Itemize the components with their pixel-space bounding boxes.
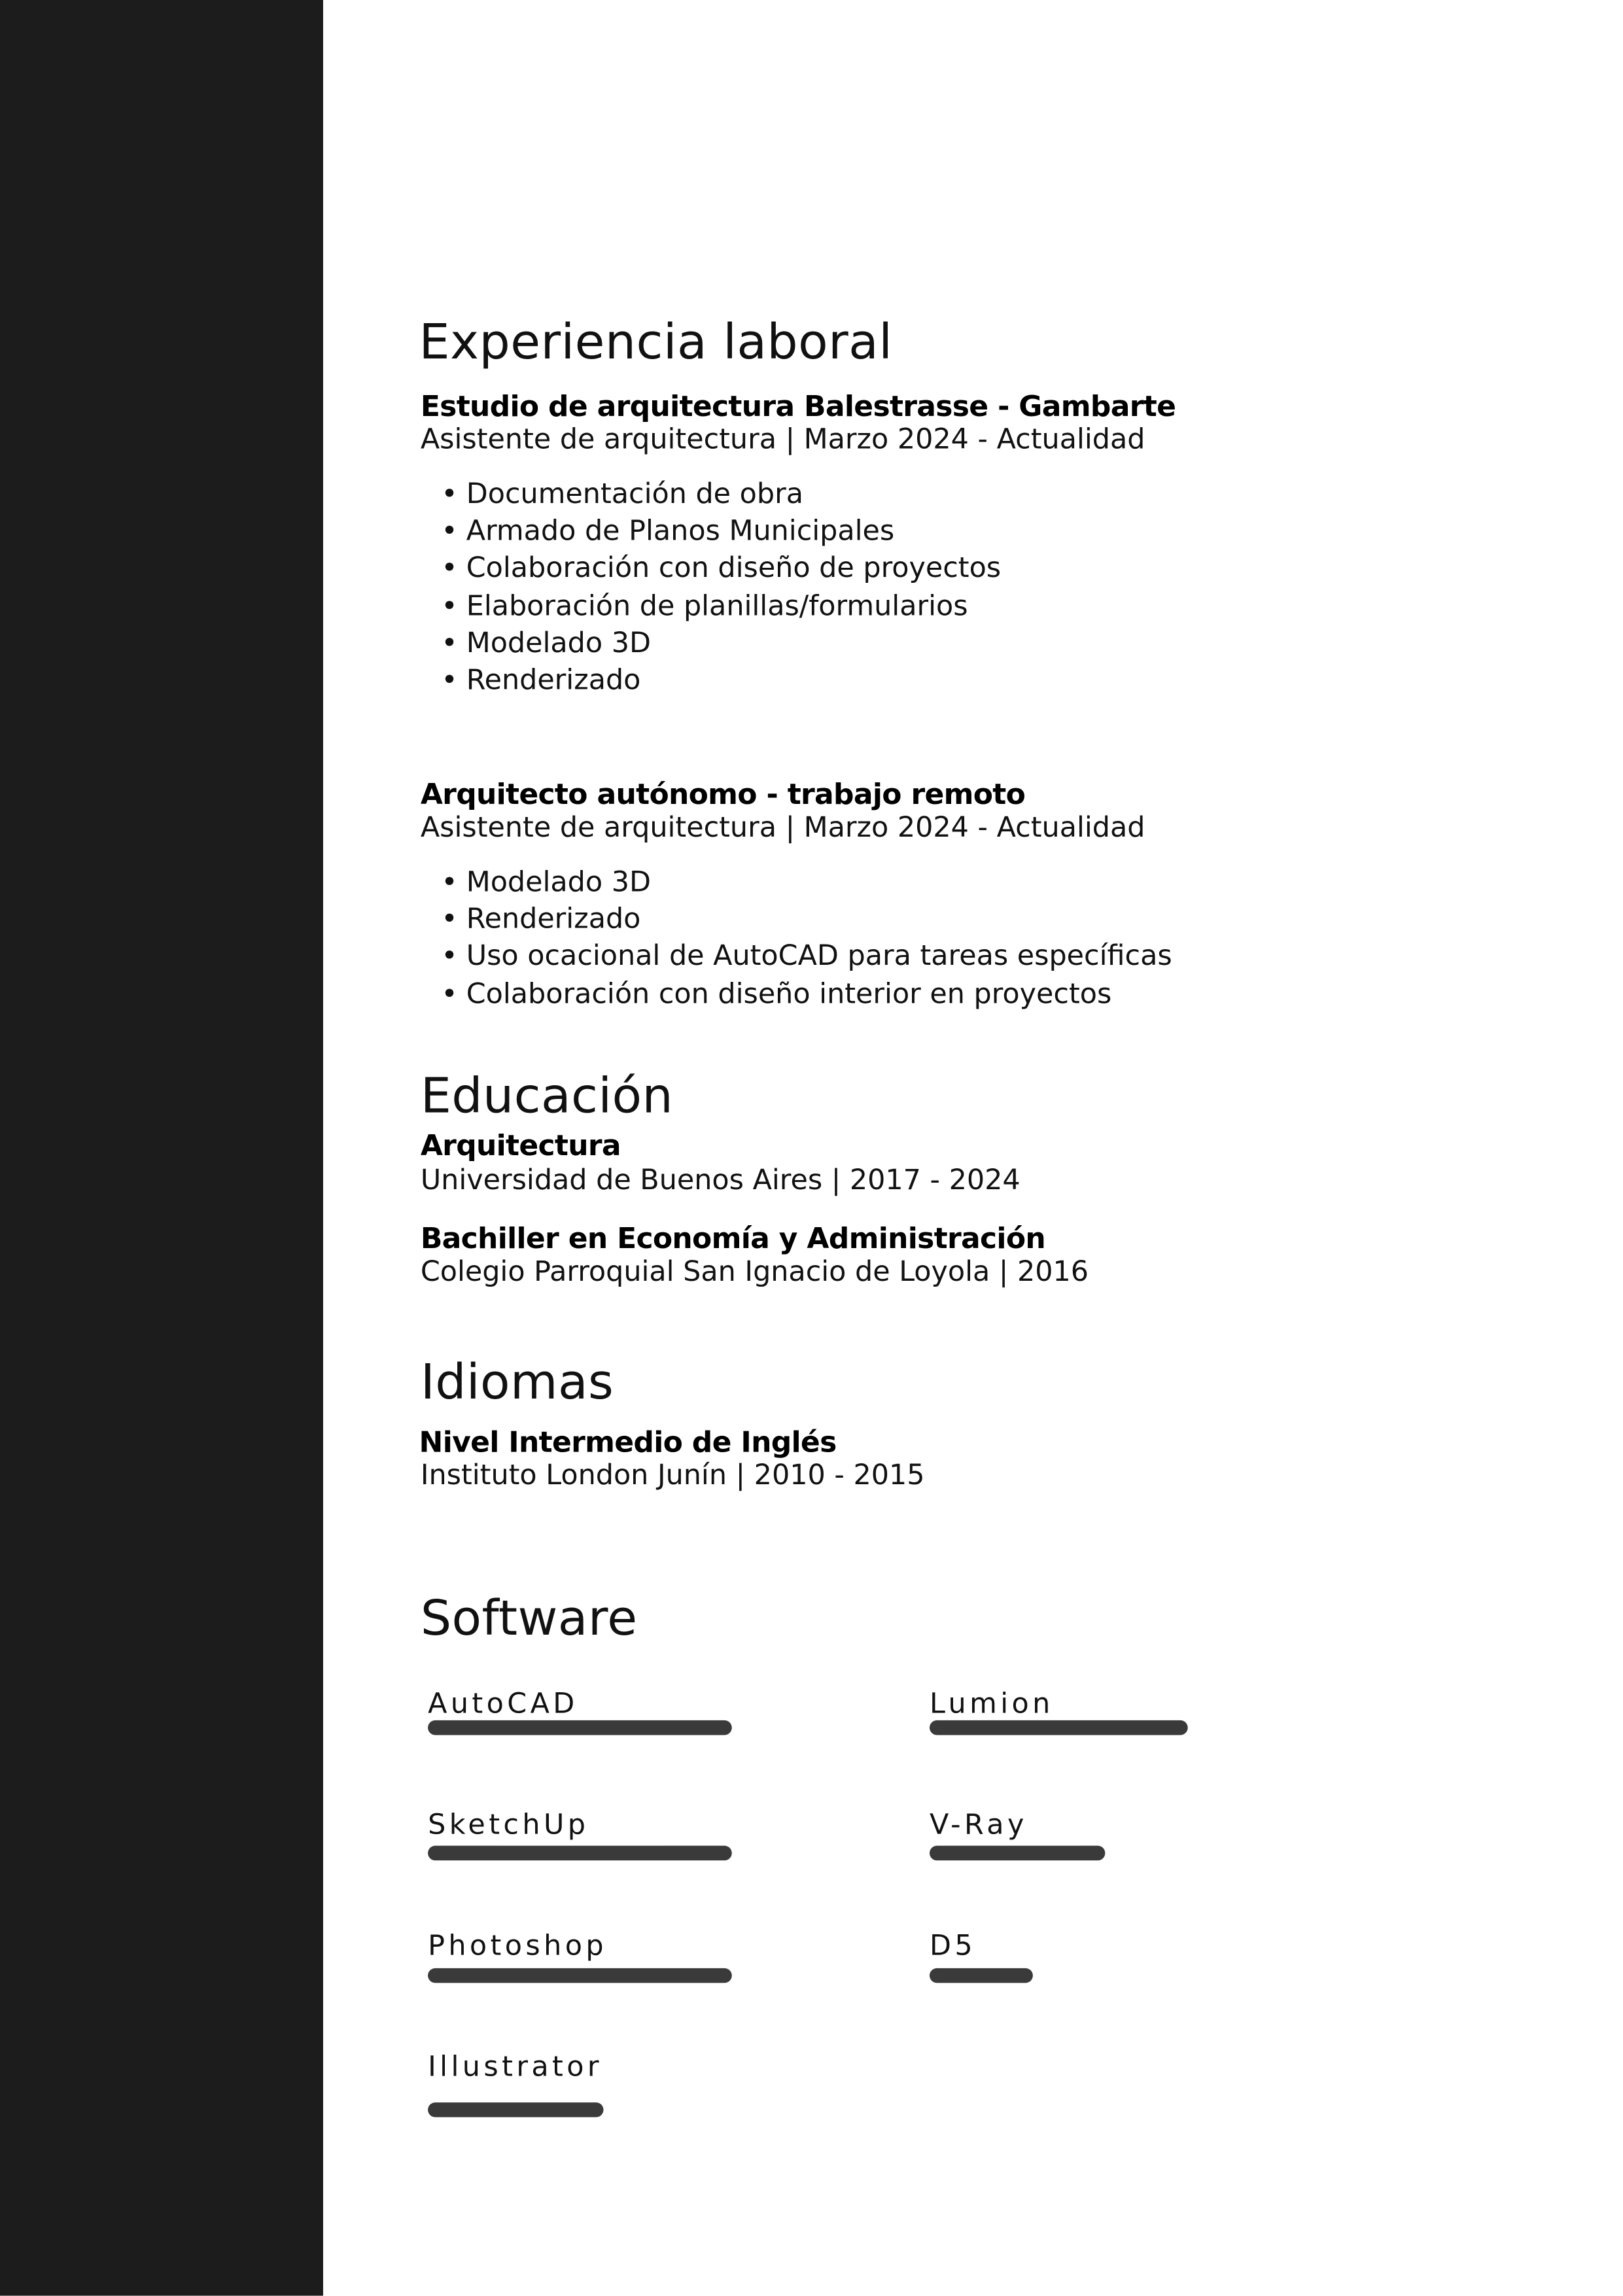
software-label: V-Ray [929,1809,1028,1841]
task-text: Modelado 3D [466,627,651,659]
list-item [421,625,1001,663]
bullet-icon: • [441,589,458,622]
degree-institution: Universidad de Buenos Aires | 2017 - 2024 [420,1164,1021,1197]
task-text: Modelado 3D [466,865,651,899]
bullet-icon: • [441,515,458,548]
software-level-bar [428,1720,732,1735]
software-level-bar [428,1846,732,1861]
list-item [421,865,1172,902]
education-section-title: Educación [420,1066,674,1124]
software-label: AutoCAD [428,1688,578,1720]
software-label: SketchUp [428,1809,589,1841]
language-name: Nivel Intermedio de Inglés [419,1425,837,1459]
software-label: Lumion [929,1688,1054,1720]
task-text: Elaboración de planillas/formularios [466,589,968,622]
software-label: Photoshop [428,1930,607,1962]
software-level-bar [428,2102,603,2117]
list-item [421,551,1001,588]
job-task-list [421,477,1001,700]
bullet-icon: • [441,940,458,973]
task-text: Armado de Planos Municipales [466,515,895,548]
language-institution: Instituto London Junín | 2010 - 2015 [420,1459,925,1492]
dark-sidebar [0,0,323,2296]
job-role: Asistente de arquitectura | Marzo 2024 - Actualidad [420,811,1145,844]
bullet-icon: • [441,977,458,1011]
software-level-bar [930,1846,1105,1861]
task-text: Renderizado [466,903,641,936]
task-text: Uso ocacional de AutoCAD para tareas específicas [466,940,1172,973]
list-item [421,513,1001,551]
software-label: Illustrator [428,2051,602,2083]
software-level-bar [930,1968,1033,1983]
software-section-title: Software [420,1589,638,1647]
software-label: D5 [929,1930,977,1962]
job-role: Asistente de arquitectura | Marzo 2024 - Actualidad [420,423,1145,456]
list-item [421,477,1001,514]
job-company: Arquitecto autónomo - trabajo remoto [420,777,1026,812]
degree-title: Bachiller en Economía y Administración [420,1221,1046,1256]
languages-section-title: Idiomas [420,1353,614,1411]
experience-section-title: Experiencia laboral [419,313,893,371]
task-text: Documentación de obra [466,478,803,511]
list-item [421,588,1001,625]
task-text: Renderizado [466,663,641,697]
list-item [421,663,1001,700]
software-level-bar [428,1968,732,1983]
list-item [421,902,1172,939]
degree-title: Arquitectura [420,1128,621,1163]
bullet-icon: • [441,552,458,585]
task-text: Colaboración con diseño interior en proyectos [466,977,1112,1011]
bullet-icon: • [441,903,458,936]
bullet-icon: • [441,663,458,697]
bullet-icon: • [441,627,458,659]
list-item [421,939,1172,976]
bullet-icon: • [441,478,458,511]
job-company: Estudio de arquitectura Balestrasse - Gambarte [420,389,1176,424]
list-item [421,976,1172,1013]
bullet-icon: • [441,865,458,899]
task-text: Colaboración con diseño de proyectos [466,552,1002,585]
software-level-bar [930,1720,1188,1735]
degree-institution: Colegio Parroquial San Ignacio de Loyola | 2016 [420,1255,1089,1289]
job-task-list [421,865,1172,1013]
